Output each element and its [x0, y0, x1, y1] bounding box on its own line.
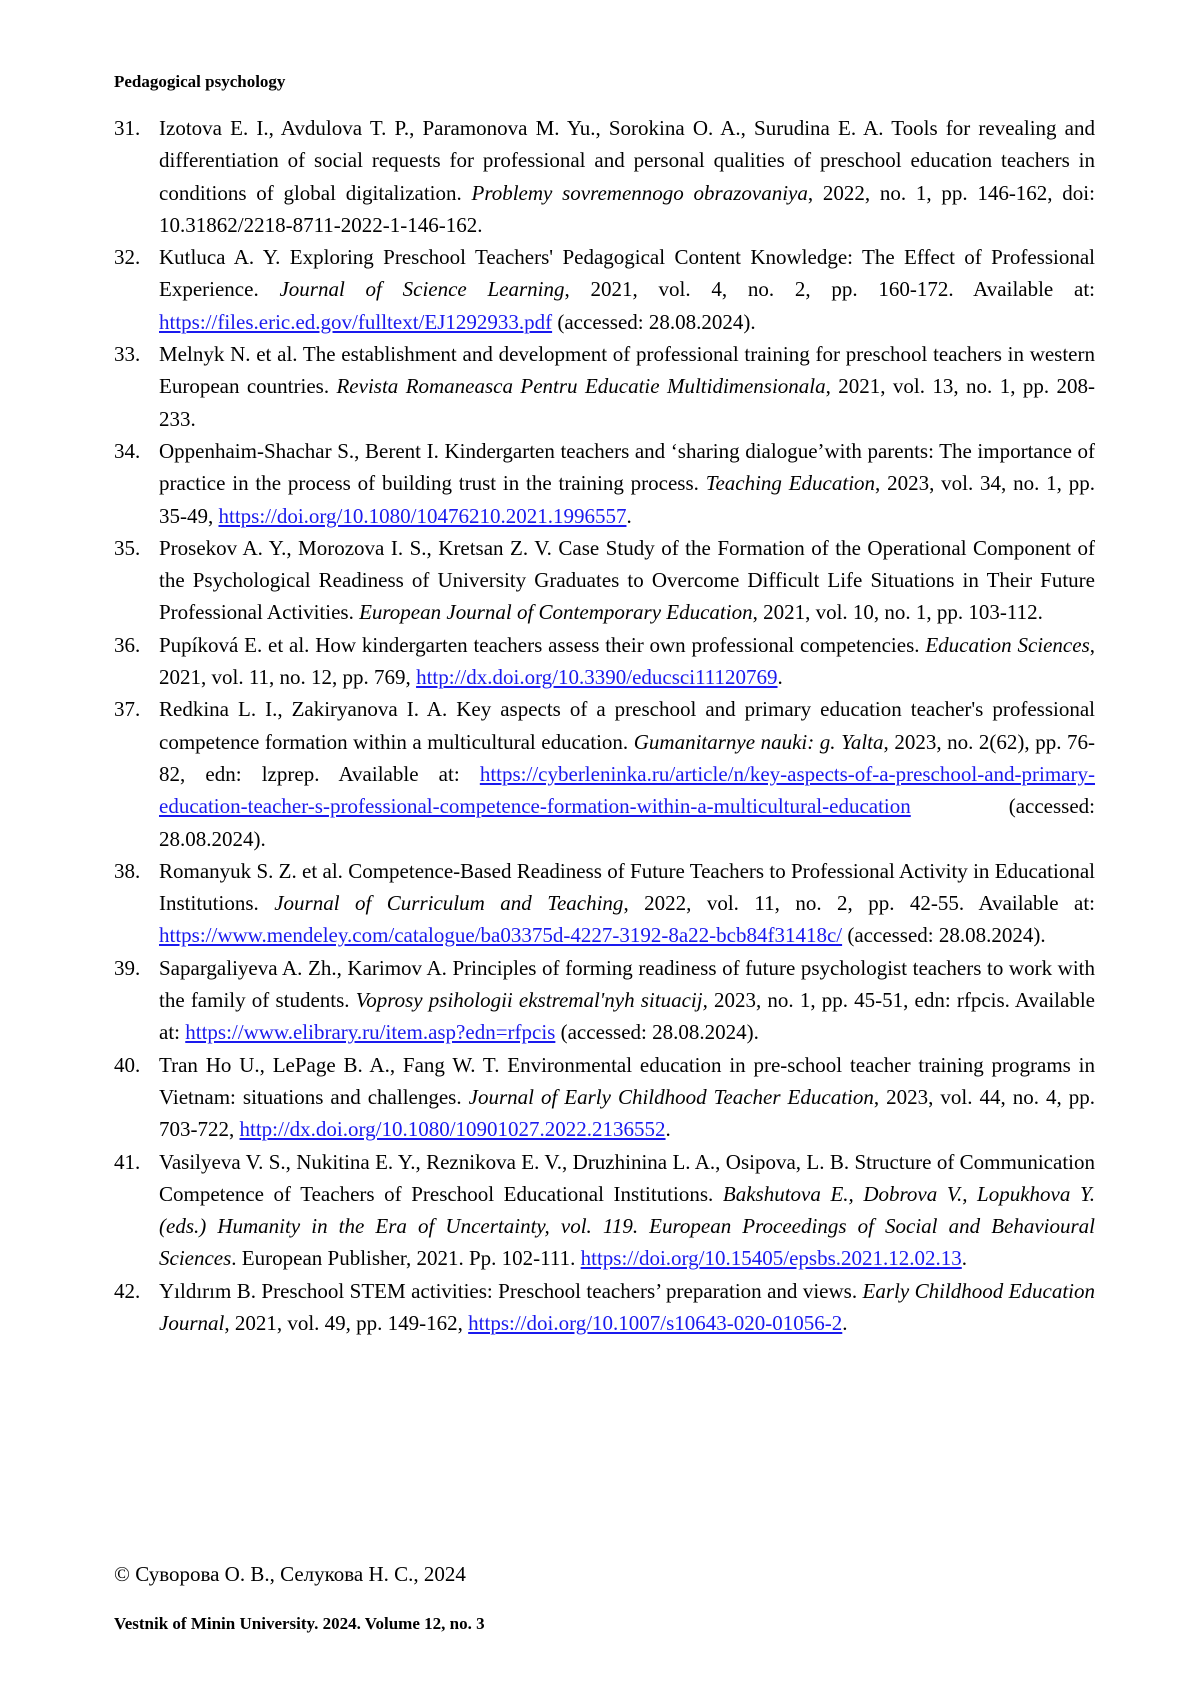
- reference-number: 32.: [114, 245, 141, 270]
- reference-source-title: Journal of Curriculum and Teaching: [274, 891, 624, 916]
- reference-text: Oppenhaim-Shachar S., Berent I. Kindergarten teachers and ‘sharing dialogue’with parents: The importance of practice in the process of building trust in the training process.: [159, 438, 1095, 496]
- reference-source-title: Voprosy psihologii ekstremal'nyh situacij,: [355, 988, 708, 1013]
- reference-item: [114, 1146, 1095, 1275]
- reference-text: , 2022, no. 1, pp. 146-162, doi: 10.31862/2218-8711-2022-1-146-162.: [159, 180, 1095, 237]
- reference-item: [114, 435, 1095, 532]
- reference-text: (accessed: 28.08.2024).: [159, 794, 1095, 851]
- reference-item: [114, 338, 1095, 435]
- reference-text: (accessed: 28.08.2024).: [555, 1020, 759, 1045]
- reference-source-title: Education Sciences: [925, 632, 1090, 657]
- reference-source-title: Teaching Education: [705, 471, 876, 496]
- reference-text: Melnyk N. et al. The establishment and development of professional training for preschool teachers in western European countries.: [159, 342, 1095, 399]
- reference-text: Redkina L. I., Zakiryanova I. A. Key aspects of a preschool and primary education teacher's professional competence formation within a multicultural education.: [159, 697, 1095, 754]
- reference-source-title: Bakshutova E., Dobrova V., Lopukhova Y. (eds.) Humanity in the Era of Uncertainty, vol. 119. European Proceedings of Social and Behavioural Sciences: [159, 1181, 1095, 1271]
- reference-text: , 2023, no. 2(62), pp. 76-82, edn: lzprep. Available at:: [159, 729, 1095, 786]
- reference-text: , 2021, vol. 10, no. 1, pp. 103-112.: [752, 600, 1043, 625]
- reference-source-title: Journal of Science Learning: [279, 277, 565, 302]
- reference-source-title: Gumanitarnye nauki: g. Yalta: [633, 729, 884, 754]
- reference-text: , 2021, vol. 49, pp. 149-162,: [224, 1310, 469, 1335]
- reference-link[interactable]: https://doi.org/10.1007/s10643-020-01056-2: [468, 1310, 843, 1335]
- reference-number: 41.: [114, 1149, 141, 1174]
- reference-source-title: Revista Romaneasca Pentru Educatie Multidimensionala: [336, 374, 826, 399]
- reference-number: 33.: [114, 342, 141, 367]
- reference-list: [114, 112, 1095, 1339]
- reference-text: Pupíková E. et al. How kindergarten teachers assess their own professional competencies.: [159, 632, 926, 657]
- copyright-notice: © Суворова О. В., Селукова Н. С., 2024: [114, 1562, 466, 1586]
- reference-text: Kutluca A. Y. Exploring Preschool Teachers' Pedagogical Content Knowledge: The Effect of Professional Experience.: [159, 245, 1095, 302]
- reference-text: Tran Ho U., LePage B. A., Fang W. T. Environmental education in pre-school teacher training programs in Vietnam: situations and challenges.: [159, 1052, 1095, 1109]
- reference-text: . European Publisher, 2021. Pp. 102-111.: [231, 1246, 581, 1271]
- reference-text: .: [777, 665, 783, 690]
- reference-text: , 2021, vol. 13, no. 1, pp. 208-233.: [159, 374, 1095, 431]
- reference-text: .: [665, 1117, 671, 1142]
- reference-source-title: Early Childhood Education Journal: [159, 1278, 1095, 1335]
- reference-text: Izotova E. I., Avdulova T. P., Paramonova M. Yu., Sorokina O. A., Surudina E. A. Tools for revealing and differentiation of social requests for professional and personal qualities of preschool education teachers in conditions of global digitalization.: [159, 116, 1095, 205]
- reference-number: 37.: [114, 697, 141, 722]
- reference-item: [114, 629, 1095, 694]
- reference-number: 34.: [114, 438, 141, 463]
- reference-item: [114, 112, 1095, 241]
- reference-number: 38.: [114, 858, 141, 883]
- reference-item: [114, 693, 1095, 854]
- reference-text: , 2021, vol. 4, no. 2, pp. 160-172. Available at:: [564, 277, 1095, 302]
- reference-item: [114, 952, 1095, 1049]
- reference-link[interactable]: https://doi.org/10.15405/epsbs.2021.12.02.13: [580, 1246, 962, 1271]
- reference-item: [114, 1049, 1095, 1146]
- reference-number: 39.: [114, 955, 141, 980]
- reference-item: [114, 532, 1095, 629]
- journal-footer: Vestnik of Minin University. 2024. Volume 12, no. 3: [114, 1614, 485, 1633]
- reference-link[interactable]: https://doi.org/10.1080/10476210.2021.1996557: [218, 503, 627, 528]
- reference-item: [114, 241, 1095, 338]
- reference-link[interactable]: https://www.mendeley.com/catalogue/ba03375d-4227-3192-8a22-bcb84f31418c/: [159, 923, 843, 948]
- reference-link[interactable]: http://dx.doi.org/10.1080/10901027.2022.2136552: [239, 1117, 666, 1142]
- reference-number: 42.: [114, 1278, 141, 1303]
- reference-text: 2023, no. 1, pp. 45-51, edn: rfpcis. Available at:: [159, 988, 1095, 1045]
- reference-text: .: [626, 503, 632, 528]
- reference-text: Yıldırım B. Preschool STEM activities: Preschool teachers’ preparation and views.: [159, 1278, 863, 1303]
- reference-number: 40.: [114, 1052, 141, 1077]
- reference-link[interactable]: https://www.elibrary.ru/item.asp?edn=rfpcis: [185, 1020, 556, 1045]
- reference-number: 36.: [114, 632, 141, 657]
- reference-text: , 2022, vol. 11, no. 2, pp. 42-55. Available at:: [623, 891, 1095, 916]
- reference-item: [114, 855, 1095, 952]
- reference-source-title: European Journal of Contemporary Education: [359, 600, 753, 625]
- reference-link[interactable]: http://dx.doi.org/10.3390/educsci11120769: [416, 665, 778, 690]
- reference-text: .: [842, 1310, 848, 1335]
- reference-item: [114, 1275, 1095, 1340]
- reference-link[interactable]: https://files.eric.ed.gov/fulltext/EJ1292933.pdf: [159, 309, 553, 334]
- reference-link[interactable]: https://cyberleninka.ru/article/n/key-aspects-of-a-preschool-and-primary-education-teacher-s-professional-competence-formation-within-a-multicultural-education: [159, 761, 1095, 819]
- reference-number: 35.: [114, 535, 141, 560]
- reference-text: , 2023, vol. 44, no. 4, pp. 703-722,: [159, 1084, 1095, 1142]
- reference-source-title: Problemy sovremennogo obrazovaniya: [471, 180, 808, 205]
- running-head: Pedagogical psychology: [114, 72, 286, 91]
- reference-text: Romanyuk S. Z. et al. Competence-Based Readiness of Future Teachers to Professional Activity in Educational Institutions.: [159, 858, 1095, 916]
- reference-text: Vasilyeva V. S., Nukitina E. Y., Reznikova E. V., Druzhinina L. A., Osipova, L. B. Structure of Communication Competence of Teachers of Preschool Educational Institutions.: [159, 1149, 1095, 1206]
- reference-source-title: Journal of Early Childhood Teacher Education: [468, 1084, 874, 1109]
- reference-text: , 2021, vol. 11, no. 12, pp. 769,: [159, 632, 1095, 690]
- reference-text: (accessed: 28.08.2024).: [842, 923, 1046, 948]
- reference-text: , 2023, vol. 34, no. 1, pp. 35-49,: [159, 471, 1095, 528]
- reference-text: .: [961, 1246, 968, 1271]
- reference-text: (accessed: 28.08.2024).: [552, 309, 756, 334]
- reference-text: Sapargaliyeva A. Zh., Karimov A. Principles of forming readiness of future psychologist teachers to work with the family of students.: [159, 955, 1095, 1013]
- reference-number: 31.: [114, 116, 141, 140]
- reference-text: Prosekov A. Y., Morozova I. S., Kretsan Z. V. Case Study of the Formation of the Operational Component of the Psychological Readiness of University Graduates to Overcome Difficult Life Situations in Their Future Professional Activities.: [159, 535, 1095, 625]
